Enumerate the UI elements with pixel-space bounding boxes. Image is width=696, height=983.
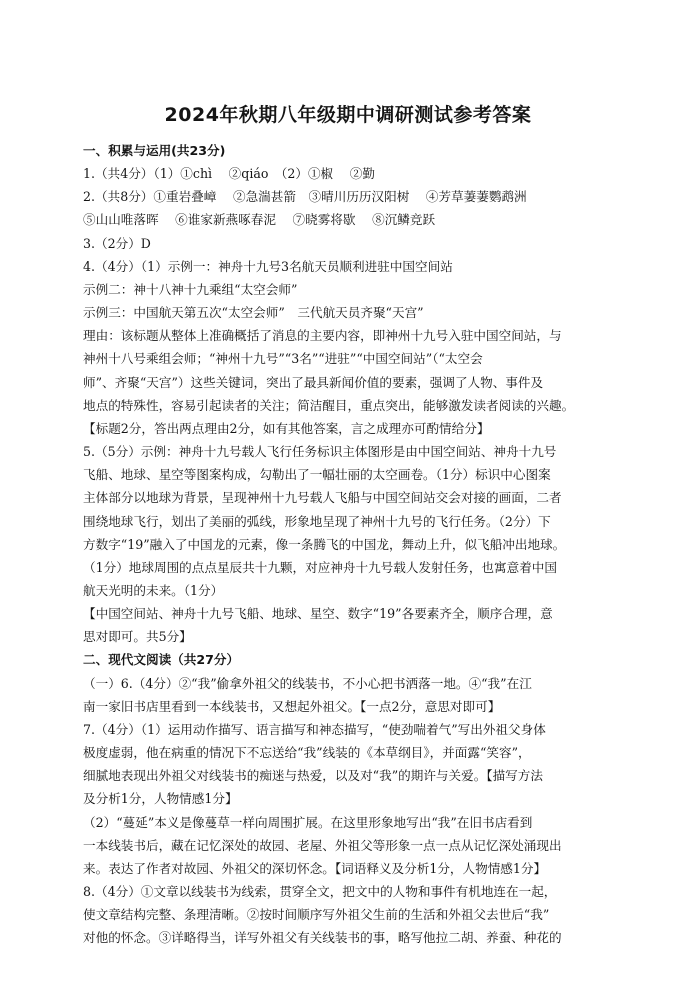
page-title: 2024年秋期八年级期中调研测试参考答案 [164, 104, 532, 126]
answer-line: 师”、齐聚“天宫”）这些关键词，突出了最具新闻价值的要素，强调了人物、事件及 [83, 374, 544, 390]
answer-line: 极度虚弱，他在病重的情况下不忘送给“我”线装的《本草纲目》，并面露“笑容”， [83, 745, 531, 761]
answer-line: 4.（4分）（1）示例一：神舟十九号3名航天员顺利进驻中国空间站 [83, 258, 453, 274]
answer-line: 细腻地表现出外祖父对线装书的痴迷与热爱，以及对“我”的期许与关爱。【描写方法 [83, 768, 543, 784]
answer-line: 5.（5分）示例：神舟十九号载人飞行任务标识主体图形是由中国空间站、神舟十九号 [83, 444, 557, 460]
answer-line: 使文章结构完整、条理清晰。②按时间顺序写外祖父生前的生活和外祖父去世后“我” [83, 907, 550, 923]
answer-line: 及分析1分，人物情感1分】 [83, 791, 238, 807]
section-heading: 二、现代文阅读（共27分） [83, 652, 240, 668]
answer-line: 神州十八号乘组会师；“神州十九号”“3名”“进驻”“中国空间站”（“太空会 [83, 351, 483, 367]
answer-line: 3.（2分）D [83, 235, 151, 251]
answer-line: 【中国空间站、神舟十九号飞船、地球、星空、数字“19”各要素齐全，顺序合理，意 [83, 606, 553, 622]
answer-line: 围绕地球飞行，划出了美丽的弧线，形象地呈现了神州十九号的飞行任务。（2分）下 [83, 513, 551, 529]
answer-line: 示例二：神十八神十九乘组“太空会师” [83, 281, 298, 297]
answer-line: 航天光明的未来。（1分） [83, 582, 224, 598]
answer-line: （1分）地球周围的点点星辰共十九颗，对应神舟十九号载人发射任务，也寓意着中国 [83, 559, 557, 575]
answer-line: 对他的怀念。③详略得当，详写外祖父有关线装书的事，略写他拉二胡、养蚕、种花的 [83, 930, 562, 946]
answer-line: 主体部分以地球为背景，呈现神州十九号载人飞船与中国空间站交会对接的画面，二者 [83, 490, 562, 506]
answer-line: 示例三：中国航天第五次“太空会师” 三代航天员齐聚“天宫” [83, 305, 424, 321]
answer-line: 地点的特殊性，容易引起读者的关注；简洁醒目，重点突出，能够激发读者阅读的兴趣。 [83, 397, 575, 413]
answer-line: 南一家旧书店里看到一本线装书，又想起外祖父。【一点2分，意思对即可】 [83, 698, 501, 714]
answer-line: ⑤山山唯落晖 ⑥谁家新燕啄春泥 ⑦晓雾将歇 ⑧沉鳞竞跃 [83, 212, 436, 228]
answer-body [83, 139, 613, 949]
answer-line: 思对即可。共5分】 [83, 629, 192, 645]
answer-line: 一本线装书后，藏在记忆深处的故园、老屋、外祖父等形象一点一点从记忆深处涌现出 [83, 837, 562, 853]
answer-line: 8.（4分）①文章以线装书为线索，贯穿全文，把文中的人物和事件有机地连在一起， [83, 884, 557, 899]
answer-line: （一）6.（4分）②“我”偷拿外祖父的线装书，不小心把书洒落一地。④“我”在江 [83, 675, 532, 691]
section-heading: 一、积累与运用(共23分) [83, 143, 226, 158]
answer-line: 2.（共8分）①重岩叠嶂 ②急湍甚箭 ③晴川历历汉阳树 ④芳草萋萋鹦鹉洲 [83, 189, 527, 205]
answer-line: 飞船、地球、星空等图案构成，勾勒出了一幅壮丽的太空画卷。（1分）标识中心图案 [83, 467, 551, 483]
answer-line: 7.（4分）（1）运用动作描写、语言描写和神态描写，“使劲喘着气”写出外祖父身体 [83, 721, 546, 737]
answer-line: 1.（共4分）（1）①chì ②qiáo （2）①椒 ②勤 [83, 166, 375, 182]
answer-line: 方数字“19”融入了中国龙的元素，像一条腾飞的中国龙，舞动上升，似飞船冲出地球。 [83, 536, 566, 552]
answer-line: （2）“蔓延”本义是像蔓草一样向周围扩展。在这里形象地写出“我”在旧书店看到 [83, 814, 533, 830]
answer-line: 【标题2分，答出两点理由2分，如有其他答案，言之成理亦可酌情给分】 [83, 420, 490, 436]
answer-line: 来。表达了作者对故园、外祖父的深切怀念。【词语释义及分析1分，人物情感1分】 [83, 860, 547, 876]
answer-line: 理由：该标题从整体上准确概括了消息的主要内容，即神州十九号入驻中国空间站，与 [83, 328, 562, 344]
